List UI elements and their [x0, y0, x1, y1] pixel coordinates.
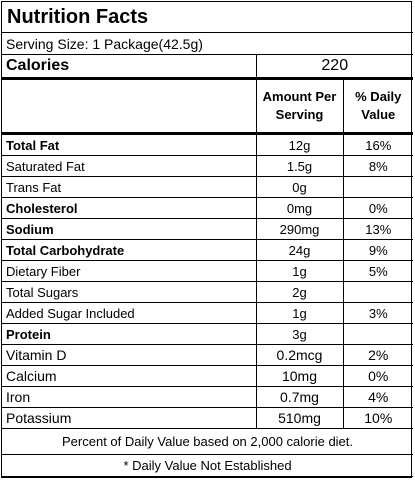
calories-value: 220	[256, 55, 413, 79]
nutrient-name: Total Sugars	[2, 282, 256, 303]
nutrient-row	[2, 219, 413, 240]
nutrient-daily-value: 13%	[343, 219, 413, 240]
nutrient-row	[2, 303, 413, 324]
nutrient-name: Total Carbohydrate	[2, 240, 256, 261]
nutrient-daily-value	[343, 324, 413, 345]
nutrient-amount: 510mg	[256, 408, 343, 429]
nutrient-daily-value: 0%	[343, 198, 413, 219]
vitamin-rows	[2, 345, 413, 429]
nutrition-table	[2, 2, 413, 477]
daily-value-header: % Daily Value	[343, 79, 413, 134]
nutrient-name: Sodium	[2, 219, 256, 240]
vitamin-row	[2, 387, 413, 408]
nutrient-daily-value: 5%	[343, 261, 413, 282]
nutrient-rows	[2, 134, 413, 345]
nutrient-amount: 1g	[256, 303, 343, 324]
nutrient-daily-value	[343, 282, 413, 303]
not-established-footnote: * Daily Value Not Established	[2, 455, 413, 477]
nutrient-daily-value: 9%	[343, 240, 413, 261]
nutrient-row	[2, 324, 413, 345]
nutrient-amount: 0.7mg	[256, 387, 343, 408]
vitamin-row	[2, 345, 413, 366]
nutrient-daily-value: 0%	[343, 366, 413, 387]
nutrient-amount: 1g	[256, 261, 343, 282]
nutrient-daily-value: 2%	[343, 345, 413, 366]
nutrient-row	[2, 261, 413, 282]
nutrient-amount: 0.2mcg	[256, 345, 343, 366]
nutrient-amount: 2g	[256, 282, 343, 303]
nutrient-daily-value: 10%	[343, 408, 413, 429]
nutrient-name: Potassium	[2, 408, 256, 429]
nutrient-row	[2, 156, 413, 177]
nutrient-name: Dietary Fiber	[2, 261, 256, 282]
nutrient-name: Cholesterol	[2, 198, 256, 219]
header-blank-cell	[2, 79, 256, 134]
nutrient-daily-value: 3%	[343, 303, 413, 324]
daily-value-footnote: Percent of Daily Value based on 2,000 calorie diet.	[2, 429, 413, 455]
nutrient-name: Vitamin D	[2, 345, 256, 366]
nutrient-row	[2, 198, 413, 219]
nutrient-daily-value: 16%	[343, 134, 413, 156]
amount-per-serving-header: Amount Per Serving	[256, 79, 343, 134]
nutrient-row	[2, 240, 413, 261]
nutrient-row	[2, 177, 413, 198]
nutrient-name: Total Fat	[2, 134, 256, 156]
nutrient-name: Protein	[2, 324, 256, 345]
serving-size: Serving Size: 1 Package(42.5g)	[2, 33, 413, 55]
nutrient-amount: 24g	[256, 240, 343, 261]
nutrient-daily-value	[343, 177, 413, 198]
nutrient-name: Iron	[2, 387, 256, 408]
calories-label: Calories	[2, 55, 256, 79]
nutrient-name: Saturated Fat	[2, 156, 256, 177]
nutrient-row	[2, 282, 413, 303]
nutrient-name: Added Sugar Included	[2, 303, 256, 324]
nutrient-amount: 10mg	[256, 366, 343, 387]
vitamin-row	[2, 366, 413, 387]
nutrient-daily-value: 4%	[343, 387, 413, 408]
nutrient-row	[2, 134, 413, 156]
nutrition-facts-label	[1, 1, 412, 478]
vitamin-row	[2, 408, 413, 429]
nutrient-name: Trans Fat	[2, 177, 256, 198]
nutrient-amount: 1.5g	[256, 156, 343, 177]
nutrient-amount: 12g	[256, 134, 343, 156]
nutrient-daily-value: 8%	[343, 156, 413, 177]
nutrient-amount: 0g	[256, 177, 343, 198]
nutrient-name: Calcium	[2, 366, 256, 387]
nutrient-amount: 0mg	[256, 198, 343, 219]
label-title: Nutrition Facts	[2, 2, 413, 33]
nutrient-amount: 3g	[256, 324, 343, 345]
nutrient-amount: 290mg	[256, 219, 343, 240]
